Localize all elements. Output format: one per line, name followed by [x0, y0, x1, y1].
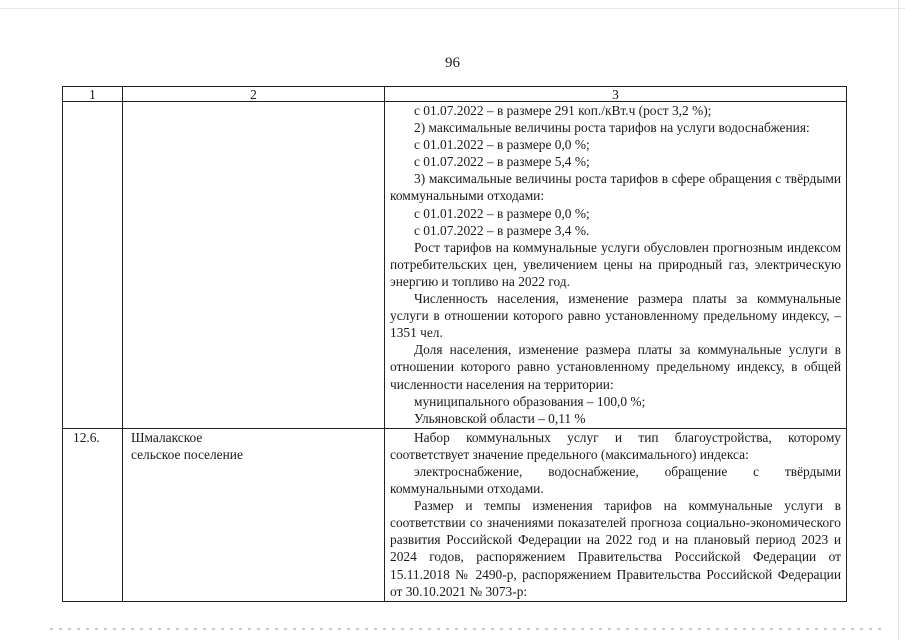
- paragraph: Численность населения, изменение размера платы за коммунальные услуги в отношении которого равно установленному предельному индексу, – 1351 чел.: [390, 291, 841, 341]
- paragraph: 3) максимальные величины роста тарифов в сфере обращения с твёрдыми коммунальными отходами:: [390, 171, 841, 204]
- document-table: [62, 86, 847, 602]
- header-col-1: 1: [63, 87, 123, 102]
- row-number-cell: 12.6.: [63, 428, 123, 601]
- paragraph: с 01.07.2022 – в размере 291 коп./кВт.ч (рост 3,2 %);: [414, 103, 712, 118]
- paragraph: с 01.07.2022 – в размере 5,4 %;: [414, 154, 590, 170]
- scan-edge-bottom: [50, 628, 885, 630]
- paragraph: с 01.01.2022 – в размере 0,0 %;: [414, 137, 590, 153]
- page-number: 96: [445, 55, 460, 71]
- table-row: [63, 428, 847, 601]
- row-number-cell: [63, 102, 123, 429]
- row-name-line: сельское поселение: [131, 446, 243, 462]
- scan-edge-top: [0, 8, 905, 9]
- paragraph: Рост тарифов на коммунальные услуги обусловлен прогнозным индексом потребительских цен, увеличением цены на природный газ, электрическую энергию и топливо на 2022 год.: [390, 239, 841, 289]
- header-col-2: 2: [123, 87, 385, 102]
- row-name-line: Шмалакское: [131, 429, 203, 445]
- header-col-3: 3: [385, 87, 847, 102]
- paragraph: электроснабжение, водоснабжение, обращение с твёрдыми коммунальными отходами.: [390, 463, 841, 497]
- table-row: [63, 102, 847, 429]
- paragraph: Размер и темпы изменения тарифов на коммунальные услуги в соответствии со значениями показателей прогноза социально-экономического развития Российской Федерации на 2022 год и на плановый период 2023 и 2024 годов, распоряжением Правительства Российской Федерации от 15.11.2018 № 2490-р, распоряжением Правительства Российской Федерации от 30.10.2021 № 3073-р:: [390, 498, 841, 599]
- scan-edge-right: [898, 0, 899, 640]
- table-header-row: [63, 87, 847, 102]
- paragraph: 2) максимальные величины роста тарифов на услуги водоснабжения:: [414, 120, 810, 136]
- paragraph: муниципального образования – 100,0 %;: [414, 393, 646, 409]
- paragraph: Доля населения, изменение размера платы за коммунальные услуги в отношении которого равно установленному предельному индексу, в общей численности населения на территории:: [390, 342, 841, 392]
- paragraph: Ульяновской области – 0,11 %: [414, 410, 586, 426]
- row-name-cell: [123, 428, 385, 601]
- row-name-cell: [123, 102, 385, 429]
- paragraph: Набор коммунальных услуг и тип благоустройства, которому соответствует значение предельного (максимального) индекса:: [390, 429, 841, 462]
- paragraph: с 01.01.2022 – в размере 0,0 %;: [414, 205, 590, 221]
- paragraph: с 01.07.2022 – в размере 3,4 %.: [414, 222, 590, 238]
- row-content-cell: [385, 102, 847, 429]
- row-content-cell: [385, 428, 847, 601]
